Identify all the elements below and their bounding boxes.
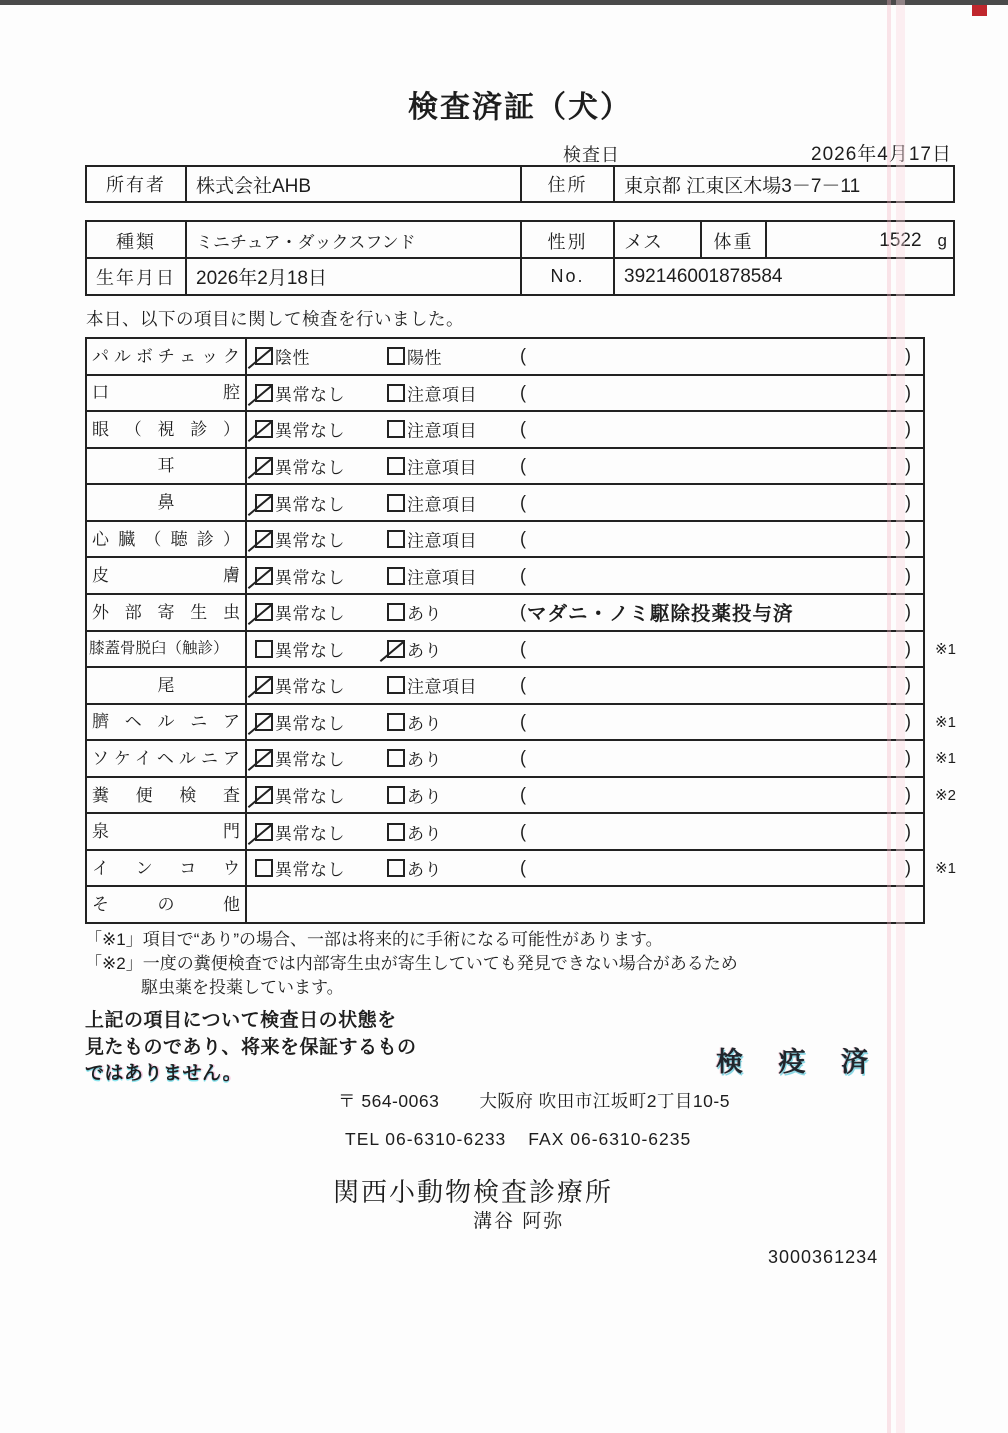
exam-row bbox=[87, 887, 923, 922]
checkbox-option2 bbox=[387, 603, 405, 621]
exam-item-label: ソケイヘルニア bbox=[92, 748, 240, 768]
exam-row bbox=[87, 705, 956, 742]
exam-row-content bbox=[247, 668, 923, 703]
exam-table bbox=[85, 337, 956, 924]
paren-close: ) bbox=[905, 638, 911, 659]
check-slash-mark bbox=[248, 823, 273, 844]
exam-item-cell bbox=[87, 632, 247, 667]
paren-close: ) bbox=[905, 382, 911, 403]
checkbox-option1-label: 異常なし bbox=[275, 495, 345, 515]
paren-open: ( bbox=[520, 565, 526, 586]
owner-value: 株式会社AHB bbox=[187, 167, 522, 201]
no-label: No. bbox=[522, 259, 615, 294]
exam-row-content bbox=[247, 449, 923, 484]
exam-item-cell bbox=[87, 376, 247, 411]
checkbox-option1 bbox=[255, 494, 273, 512]
exam-item-label: 皮膚 bbox=[92, 566, 240, 586]
clinic-postal-line bbox=[338, 1088, 730, 1113]
exam-row-content bbox=[247, 705, 956, 740]
exam-row-content bbox=[247, 522, 923, 557]
paren-close: ) bbox=[905, 674, 911, 695]
clinic-fax: FAX 06-6310-6235 bbox=[528, 1129, 692, 1149]
paren-open: ( bbox=[520, 674, 526, 695]
checkbox-option2-label: 注意項目 bbox=[407, 385, 477, 405]
clinic-address: 大阪府 吹田市江坂町2丁目10-5 bbox=[479, 1091, 730, 1111]
exam-item-label: 耳 bbox=[157, 456, 175, 476]
checkbox-option2 bbox=[387, 494, 405, 512]
exam-row bbox=[87, 668, 923, 705]
paren-open: ( bbox=[520, 638, 526, 659]
checkbox-option1 bbox=[255, 859, 273, 877]
exam-item-label: 心臓（聴診） bbox=[92, 529, 240, 549]
clinic-postal: 〒 564-0063 bbox=[338, 1091, 440, 1111]
exam-item-cell bbox=[87, 485, 247, 520]
checkbox-option1 bbox=[255, 347, 273, 365]
check-slash-mark bbox=[248, 421, 273, 442]
checkbox-option1-label: 異常なし bbox=[275, 604, 345, 624]
exam-item-cell bbox=[87, 412, 247, 447]
paren-close: ) bbox=[905, 601, 911, 622]
checkbox-option2-label: 注意項目 bbox=[407, 677, 477, 697]
checkbox-option1 bbox=[255, 713, 273, 731]
exam-row bbox=[87, 449, 923, 486]
checkbox-option1-label: 異常なし bbox=[275, 641, 345, 661]
check-slash-mark bbox=[380, 640, 405, 661]
page-title: 検査済証（犬） bbox=[408, 91, 632, 124]
checkbox-option1 bbox=[255, 384, 273, 402]
check-slash-mark bbox=[248, 384, 273, 405]
paren-open: ( bbox=[520, 382, 526, 403]
exam-row-content bbox=[247, 814, 923, 849]
footnote-2-cont: 駆虫薬を投薬しています。 bbox=[141, 978, 344, 997]
exam-date-label: 検査日 bbox=[563, 145, 620, 165]
footnote-ref-mark: ※2 bbox=[935, 787, 956, 805]
exam-item-label: 口腔 bbox=[92, 383, 240, 403]
checkbox-option2 bbox=[387, 859, 405, 877]
checkbox-option1 bbox=[255, 640, 273, 658]
exam-item-cell bbox=[87, 778, 247, 813]
exam-item-label: 眼（視診） bbox=[92, 419, 240, 439]
exam-item-cell bbox=[87, 705, 247, 740]
checkbox-option2-label: 注意項目 bbox=[407, 421, 477, 441]
checkbox-option2-label: 陽性 bbox=[407, 348, 442, 368]
exam-date-value: 2026年4月17日 bbox=[811, 144, 952, 165]
exam-row bbox=[87, 522, 923, 559]
check-slash-mark bbox=[248, 750, 273, 771]
exam-item-cell bbox=[87, 851, 247, 886]
checkbox-option1-label: 異常なし bbox=[275, 421, 345, 441]
checkbox-option1-label: 異常なし bbox=[275, 531, 345, 551]
exam-row-content bbox=[247, 632, 956, 667]
paren-close: ) bbox=[905, 784, 911, 805]
checkbox-option2 bbox=[387, 640, 405, 658]
exam-row-content bbox=[247, 485, 923, 520]
checkbox-option2-label: あり bbox=[407, 714, 442, 734]
address-value: 東京都 江東区木場3－7－11 bbox=[624, 175, 861, 197]
exam-item-label: その他 bbox=[92, 895, 240, 915]
exam-row bbox=[87, 814, 923, 851]
exam-row bbox=[87, 339, 923, 376]
checkbox-option2 bbox=[387, 530, 405, 548]
footnote-2: 「※2」一度の糞便検査では内部寄生虫が寄生していても発見できない場合があるため bbox=[85, 954, 738, 973]
checkbox-option2 bbox=[387, 420, 405, 438]
exam-row bbox=[87, 376, 923, 413]
red-scan-mark bbox=[972, 5, 987, 16]
checkbox-option1-label: 異常なし bbox=[275, 385, 345, 405]
exam-item-label: インコウ bbox=[92, 858, 240, 878]
checkbox-option2-label: 注意項目 bbox=[407, 458, 477, 478]
exam-row-content bbox=[247, 339, 923, 374]
paren-close: ) bbox=[905, 345, 911, 366]
footnote-ref-mark: ※1 bbox=[935, 640, 956, 658]
checkbox-option1 bbox=[255, 676, 273, 694]
exam-row-content bbox=[247, 412, 923, 447]
checkbox-option1-label: 異常なし bbox=[275, 824, 345, 844]
check-slash-mark bbox=[248, 567, 273, 588]
paren-close: ) bbox=[905, 857, 911, 878]
owner-label: 所有者 bbox=[87, 167, 187, 201]
exam-item-cell bbox=[87, 814, 247, 849]
paren-open: ( bbox=[520, 528, 526, 549]
paren-open: ( bbox=[520, 418, 526, 439]
check-slash-mark bbox=[248, 494, 273, 515]
birth-value: 2026年2月18日 bbox=[187, 259, 522, 294]
species-label: 種類 bbox=[87, 222, 187, 259]
scan-edge-bar bbox=[0, 0, 1008, 5]
checkbox-option2 bbox=[387, 713, 405, 731]
footnote-ref-mark: ※1 bbox=[935, 713, 956, 731]
footnote-ref-mark: ※1 bbox=[935, 750, 956, 768]
statement-line-2: 見たものであり、将来を保証するもの bbox=[85, 1036, 417, 1058]
exam-item-cell bbox=[87, 668, 247, 703]
paren-close: ) bbox=[905, 455, 911, 476]
checkbox-option1 bbox=[255, 786, 273, 804]
checkbox-option1 bbox=[255, 420, 273, 438]
clinic-name: 関西小動物検査診療所 bbox=[333, 1177, 614, 1207]
exam-item-cell bbox=[87, 558, 247, 593]
exam-row-content bbox=[247, 558, 923, 593]
exam-row bbox=[87, 632, 956, 669]
address-label: 住所 bbox=[522, 167, 615, 201]
owner-table bbox=[85, 165, 955, 203]
checkbox-option2-label: あり bbox=[407, 860, 442, 880]
check-slash-mark bbox=[248, 604, 273, 625]
exam-item-cell bbox=[87, 595, 247, 630]
paren-open: ( bbox=[520, 821, 526, 842]
checkbox-option1-label: 異常なし bbox=[275, 677, 345, 697]
sex-label: 性別 bbox=[522, 222, 615, 259]
footnote-1: 「※1」項目で“あり”の場合、一部は将来的に手術になる可能性があります。 bbox=[85, 930, 663, 949]
checkbox-option2 bbox=[387, 676, 405, 694]
checkbox-option2 bbox=[387, 384, 405, 402]
exam-item-label: 尾 bbox=[157, 675, 175, 695]
clinic-tel-line bbox=[345, 1129, 691, 1150]
check-slash-mark bbox=[248, 458, 273, 479]
no-value: 392146001878584 bbox=[624, 265, 783, 287]
checkbox-option2 bbox=[387, 823, 405, 841]
exam-item-cell bbox=[87, 522, 247, 557]
check-slash-mark bbox=[248, 787, 273, 808]
checkbox-option2-label: あり bbox=[407, 604, 442, 624]
paren-open: ( bbox=[520, 857, 526, 878]
checkbox-option1-label: 異常なし bbox=[275, 750, 345, 770]
exam-item-label: 糞便検査 bbox=[92, 785, 240, 805]
checkbox-option2 bbox=[387, 749, 405, 767]
checkbox-option2-label: あり bbox=[407, 824, 442, 844]
paren-open: ( bbox=[520, 345, 526, 366]
paren-close: ) bbox=[905, 821, 911, 842]
exam-item-label: 鼻 bbox=[157, 493, 175, 513]
exam-item-cell bbox=[87, 449, 247, 484]
paren-open: ( bbox=[520, 711, 526, 732]
exam-item-cell bbox=[87, 741, 247, 776]
clinic-tel: TEL 06-6310-6233 bbox=[345, 1129, 507, 1149]
checkbox-option1-label: 陰性 bbox=[275, 348, 310, 368]
weight-value bbox=[767, 222, 957, 259]
weight-unit: g bbox=[937, 230, 947, 250]
exam-row-content bbox=[247, 595, 923, 630]
exam-item-label: パルボチェック bbox=[92, 346, 240, 366]
checkbox-option1 bbox=[255, 603, 273, 621]
sex-value: メス bbox=[615, 222, 702, 259]
checkbox-option1-label: 異常なし bbox=[275, 568, 345, 588]
exam-item-label: 臍ヘルニア bbox=[92, 712, 240, 732]
exam-row bbox=[87, 412, 923, 449]
exam-row bbox=[87, 778, 956, 815]
exam-item-label: 泉門 bbox=[92, 822, 240, 842]
checkbox-option1-label: 異常なし bbox=[275, 860, 345, 880]
weight-number: 1522 bbox=[879, 229, 922, 251]
exam-row bbox=[87, 485, 923, 522]
clinic-person-name: 溝谷 阿弥 bbox=[473, 1211, 565, 1232]
paren-close: ) bbox=[905, 418, 911, 439]
remark-text: マダニ・ノミ駆除投薬投与済 bbox=[527, 603, 794, 626]
exam-row bbox=[87, 851, 956, 888]
paren-close: ) bbox=[905, 711, 911, 732]
checkbox-option2-label: 注意項目 bbox=[407, 531, 477, 551]
checkbox-option1-label: 異常なし bbox=[275, 714, 345, 734]
exam-row bbox=[87, 741, 956, 778]
check-slash-mark bbox=[248, 713, 273, 734]
checkbox-option1 bbox=[255, 823, 273, 841]
exam-row-content bbox=[247, 376, 923, 411]
checkbox-option1 bbox=[255, 567, 273, 585]
footnote-ref-mark: ※1 bbox=[935, 860, 956, 878]
disclaimer-statement bbox=[85, 1008, 417, 1088]
checkbox-option2 bbox=[387, 457, 405, 475]
checkbox-option2-label: あり bbox=[407, 787, 442, 807]
check-slash-mark bbox=[248, 348, 273, 369]
paren-close: ) bbox=[905, 565, 911, 586]
paren-open: ( bbox=[520, 601, 526, 622]
exam-row bbox=[87, 558, 923, 595]
exam-item-label: 外部寄生虫 bbox=[92, 602, 240, 622]
paren-open: ( bbox=[520, 492, 526, 513]
checkbox-option2 bbox=[387, 347, 405, 365]
exam-row bbox=[87, 595, 923, 632]
checkbox-option1 bbox=[255, 530, 273, 548]
paren-open: ( bbox=[520, 747, 526, 768]
checkbox-option2-label: 注意項目 bbox=[407, 495, 477, 515]
paren-close: ) bbox=[905, 747, 911, 768]
exam-row-content bbox=[247, 741, 956, 776]
checkbox-option2 bbox=[387, 786, 405, 804]
pet-table-row1 bbox=[85, 220, 955, 259]
checkbox-option2-label: あり bbox=[407, 750, 442, 770]
statement-line-3: ではありません。 bbox=[85, 1063, 243, 1084]
quarantine-stamp: 検 疫 済 bbox=[716, 1047, 883, 1077]
exam-row-content bbox=[247, 887, 923, 922]
check-slash-mark bbox=[248, 531, 273, 552]
checkbox-option1-label: 異常なし bbox=[275, 787, 345, 807]
exam-item-label: 膝蓋骨脱臼（触診） bbox=[89, 640, 229, 658]
exam-row-content bbox=[247, 851, 956, 886]
paren-open: ( bbox=[520, 455, 526, 476]
birth-label: 生年月日 bbox=[87, 259, 187, 294]
checkbox-option1-label: 異常なし bbox=[275, 458, 345, 478]
species-value: ミニチュア・ダックスフンド bbox=[187, 222, 522, 259]
statement-line-1: 上記の項目について検査日の状態を bbox=[85, 1010, 397, 1031]
exam-item-cell bbox=[87, 339, 247, 374]
checkbox-option2 bbox=[387, 567, 405, 585]
weight-label: 体重 bbox=[702, 222, 767, 259]
checkbox-option2-label: 注意項目 bbox=[407, 568, 477, 588]
check-slash-mark bbox=[248, 677, 273, 698]
checkbox-option2-label: あり bbox=[407, 641, 442, 661]
pet-table-row2 bbox=[85, 257, 955, 296]
exam-row-content bbox=[247, 778, 956, 813]
document-number: 3000361234 bbox=[768, 1247, 879, 1267]
exam-item-cell bbox=[87, 887, 247, 922]
paren-close: ) bbox=[905, 492, 911, 513]
checkbox-option1 bbox=[255, 749, 273, 767]
intro-text: 本日、以下の項目に関して検査を行いました。 bbox=[86, 309, 464, 329]
paren-close: ) bbox=[905, 528, 911, 549]
footnotes bbox=[85, 928, 738, 1000]
paren-open: ( bbox=[520, 784, 526, 805]
checkbox-option1 bbox=[255, 457, 273, 475]
